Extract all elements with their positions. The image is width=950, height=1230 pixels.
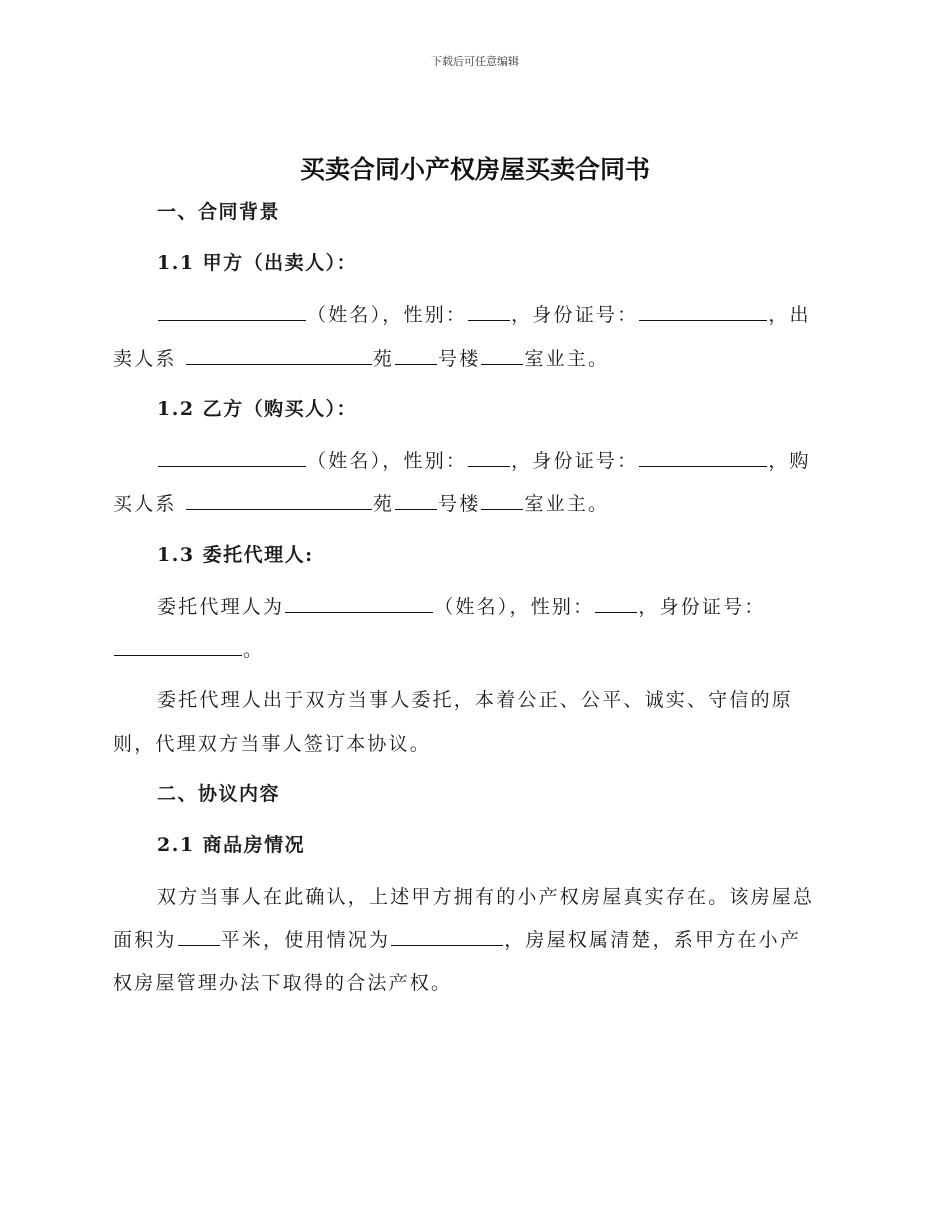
buyer-building-blank[interactable] (395, 492, 437, 510)
usage-blank[interactable] (391, 928, 503, 946)
agent-id-blank[interactable] (114, 638, 242, 656)
agent-line-2: 。 (113, 636, 264, 664)
buyer-line-2: 买人系 苑 号楼 室业主。 (113, 493, 610, 515)
property-paragraph-line-3: 权房屋管理办法下取得的合法产权。 (113, 972, 453, 994)
buyer-room-blank[interactable] (481, 492, 523, 510)
agent-paragraph-line-1: 委托代理人出于双方当事人委托，本着公正、公平、诚实、守信的原 (157, 689, 794, 711)
section-1-heading: 一、合同背景 (157, 201, 281, 223)
seller-estate-blank[interactable] (186, 347, 372, 365)
subsection-1-2-heading: 1.2 乙方（购买人）： (157, 398, 358, 420)
buyer-gender-blank[interactable] (468, 449, 510, 467)
seller-room-blank[interactable] (481, 347, 523, 365)
property-paragraph-line-1: 双方当事人在此确认，上述甲方拥有的小产权房屋真实存在。该房屋总 (157, 886, 815, 908)
seller-line-1: （姓名），性别： ，身份证号： ，出 (157, 301, 811, 329)
seller-name-blank[interactable] (158, 303, 306, 321)
property-paragraph-line-2: 面积为 平米，使用情况为 ，房屋权属清楚，系甲方在小产 (113, 929, 802, 951)
buyer-name-blank[interactable] (158, 449, 306, 467)
agent-name-blank[interactable] (285, 595, 433, 613)
subsection-1-1-heading: 1.1 甲方（出卖人）： (157, 252, 358, 274)
seller-line-2: 卖人系 苑 号楼 室业主。 (113, 348, 610, 370)
agent-paragraph-line-2: 则，代理双方当事人签订本协议。 (113, 733, 432, 755)
buyer-id-blank[interactable] (639, 449, 767, 467)
subsection-2-1-heading: 2.1 商品房情况 (157, 834, 306, 856)
document-title: 买卖合同小产权房屋买卖合同书 (299, 155, 650, 184)
seller-gender-blank[interactable] (468, 303, 510, 321)
seller-building-blank[interactable] (395, 347, 437, 365)
area-blank[interactable] (178, 928, 220, 946)
agent-gender-blank[interactable] (595, 595, 637, 613)
section-2-heading: 二、协议内容 (157, 783, 281, 805)
subsection-1-3-heading: 1.3 委托代理人: (157, 544, 314, 566)
buyer-estate-blank[interactable] (186, 492, 372, 510)
buyer-line-1: （姓名），性别： ，身份证号： ，购 (157, 447, 811, 475)
page-header: 下载后可任意编辑 (431, 55, 519, 68)
seller-id-blank[interactable] (639, 303, 767, 321)
agent-line-1: 委托代理人为 （姓名），性别： ，身份证号： (157, 596, 766, 618)
